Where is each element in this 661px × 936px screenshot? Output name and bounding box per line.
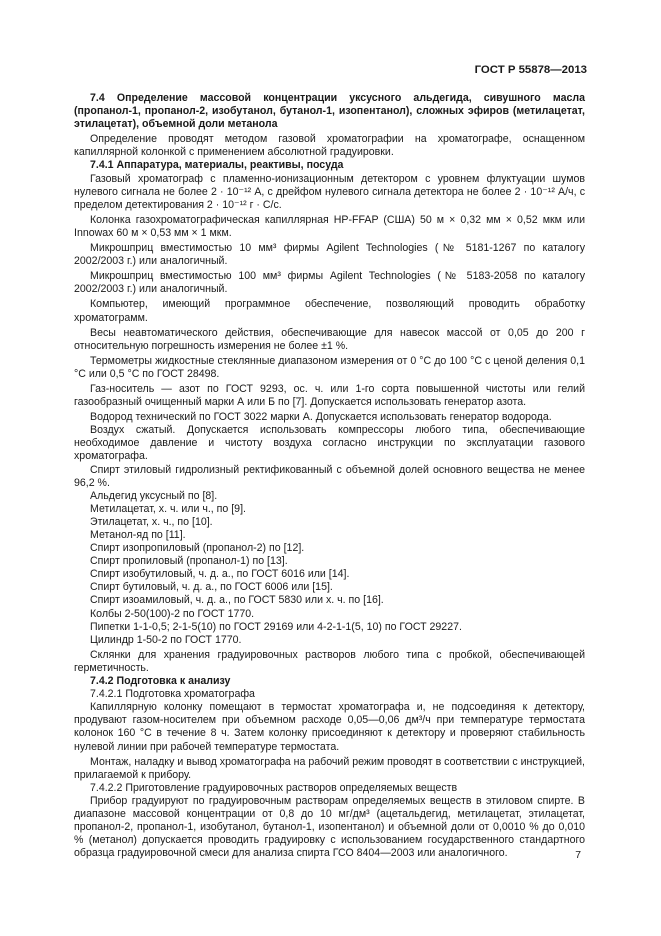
list-item: Газ-носитель — азот по ГОСТ 9293, ос. ч. или 1-го сорта повышенной чистоты или гелий газообразный очищенный марки А или Б по [7]. Допускается использовать генератор азота. [74, 382, 585, 409]
list-item: Склянки для хранения градуировочных растворов любого типа с пробкой, обеспечивающей герметичность. [74, 648, 585, 674]
list-item: Спирт бутиловый, ч. д. а., по ГОСТ 6006 или [15]. [90, 581, 333, 594]
paragraph-7-4-2-2: Прибор градуируют по градуировочным растворам определяемых веществ в этиловом спирте. В диапазоне массовой концентрации от 0,8 до 10 мг/дм³ (ацетальдегид, метилацетат, этилацетат, пропанол-2, пропанол-1, изобутанол, бутанол-1, изопентанол) и объемной доли от 0,0010 % до 0,010 % (метанол) допускается проводить градуировку с использованием государственного стандартного образца градуировочной смеси для анализа спирта ГСО 8404—2003 или аналогичного. [74, 794, 585, 860]
list-item: Весы неавтоматического действия, обеспечивающие для навесок массой от 0,05 до 200 г относительную погрешность измерения не более ±1 %. [74, 326, 585, 352]
list-item: Спирт изоамиловый, ч. д. а., по ГОСТ 5830 или х. ч. по [16]. [90, 594, 384, 607]
paragraph-7-4-2-1-a: Капиллярную колонку помещают в термостат хроматографа и, не подсоединяя к детектору, продувают газом-носителем при объемном расходе 0,05—0,06 дм³/ч при температуре термостата колонок 160 °С в течение 8 ч. Затем колонку присоединяют к детектору и проверяют стабильность нулевой линии при рабочей температуре термостата. [74, 701, 585, 753]
list-item: Колбы 2-50(100)-2 по ГОСТ 1770. [90, 607, 255, 620]
paragraph-7-4-2-1-b: Монтаж, наладку и вывод хроматографа на рабочий режим проводят в соответствии с инструкцией, прилагаемой к прибору. [74, 755, 585, 781]
subsection-7-4-2-title: 7.4.2 Подготовка к анализу [90, 675, 231, 688]
section-7-4-title: 7.4 Определение массовой концентрации уксусного альдегида, сивушного масла (пропанол-1, пропанол-2, изобутанол, бутанол-1, изопентанол), сложных эфиров (метилацетат, этилацетат), объемной доли метанола [74, 92, 585, 131]
subsection-7-4-1-title: 7.4.1 Аппаратура, материалы, реактивы, посуда [90, 159, 344, 172]
list-item: Колонка газохроматографическая капиллярная HP-FFAP (США) 50 м × 0,32 мм × 0,52 мкм или Innowax 60 м × 0,53 мм × 1 мкм. [74, 213, 585, 239]
list-item: Микрошприц вместимостью 10 мм³ фирмы Agilent Technologies (№ 5181-1267 по каталогу 2002/2003 г.) или аналогичный. [74, 242, 585, 268]
list-item: Компьютер, имеющий программное обеспечение, позволяющий проводить обработку хроматограмм. [74, 298, 585, 324]
list-item: Спирт пропиловый (пропанол-1) по [13]. [90, 555, 288, 568]
list-item: Спирт изопропиловый (пропанол-2) по [12]. [90, 542, 305, 555]
list-item: Метанол-яд по [11]. [90, 529, 186, 541]
list-item: Водород технический по ГОСТ 3022 марки А. Допускается использовать генератор водорода. [90, 411, 552, 424]
page-number: 7 [575, 850, 581, 861]
list-item: Спирт изобутиловый, ч. д. а., по ГОСТ 6016 или [14]. [90, 568, 350, 581]
subsection-7-4-2-2-title: 7.4.2.2 Приготовление градуировочных растворов определяемых веществ [90, 781, 458, 794]
list-item: Цилиндр 1-50-2 по ГОСТ 1770. [90, 633, 242, 646]
list-item: Спирт этиловый гидролизный ректификованный с объемной долей основного вещества не менее 96,2 %. [74, 463, 585, 489]
list-item: Альдегид уксусный по [8]. [90, 489, 218, 502]
list-item: Газовый хроматограф с пламенно-ионизационным детектором с уровнем флуктуации шумов нулевого сигнала не более 2 · 10⁻¹² А, с дрейфом нулевого сигнала детектора не более 2 · 10⁻¹² А/ч, с пределом детектирования 2 · 10⁻¹² г · С/с. [74, 172, 585, 211]
list-item: Метилацетат, х. ч. или ч., по [9]. [90, 502, 246, 515]
list-item: Воздух сжатый. Допускается использовать компрессоры любого типа, обеспечивающие необходимое давление и чистоту воздуха согласно инструкции по эксплуатации газового хроматографа. [74, 424, 585, 463]
list-item: Термометры жидкостные стеклянные диапазоном измерения от 0 °С до 100 °С с ценой деления 0,1 °С или 0,5 °С по ГОСТ 28498. [74, 354, 585, 380]
list-item: Этилацетат, х. ч., по [10]. [90, 515, 213, 528]
paragraph-intro: Определение проводят методом газовой хроматографии на хроматографе, оснащенном капиллярной колонкой с применением абсолютной градуировки. [74, 133, 585, 159]
subsection-7-4-2-1-title: 7.4.2.1 Подготовка хроматографа [90, 688, 255, 701]
document-body [74, 92, 585, 860]
list-item: Пипетки 1-1-0,5; 2-1-5(10) по ГОСТ 29169 или 4-2-1-1(5, 10) по ГОСТ 29227. [90, 620, 462, 633]
standard-header: ГОСТ Р 55878—2013 [474, 64, 587, 76]
list-item: Микрошприц вместимостью 100 мм³ фирмы Agilent Technologies (№ 5183-2058 по каталогу 2002/2003 г.) или аналогичный. [74, 270, 585, 296]
